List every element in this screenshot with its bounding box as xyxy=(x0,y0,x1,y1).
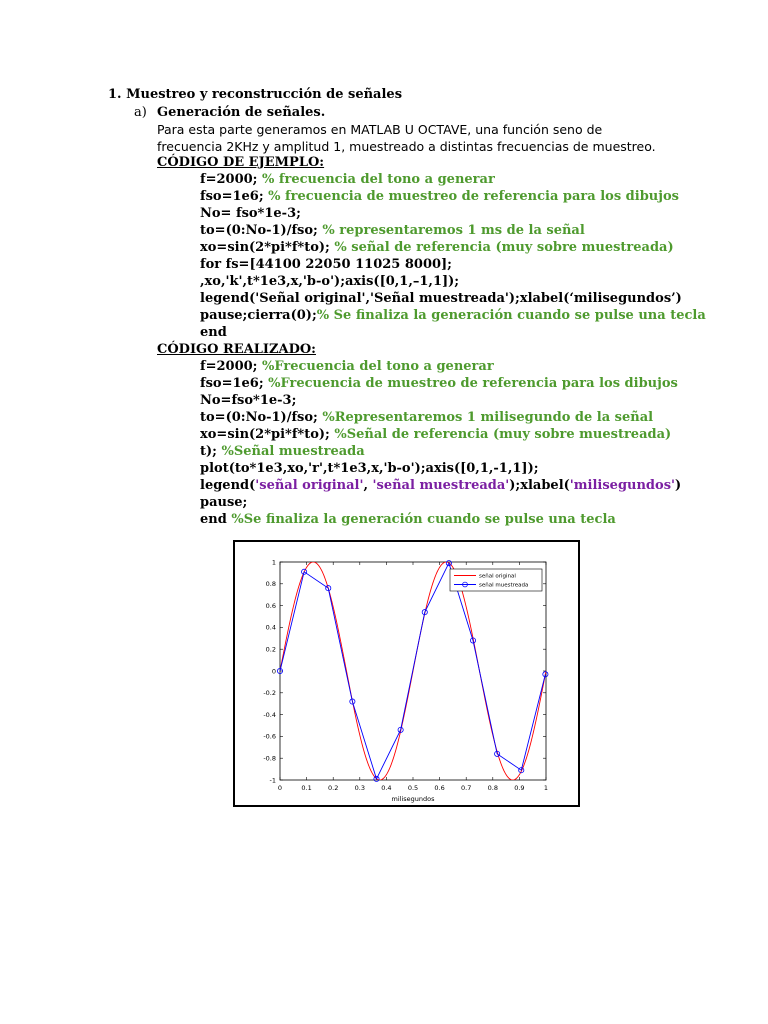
code-string: 'señal muestreada' xyxy=(372,478,510,493)
subsection-marker: a) xyxy=(134,105,147,120)
figure-frame xyxy=(233,540,580,807)
code-line: No= fso*1e-3; xyxy=(200,206,301,221)
code-line: ,xo,'k',t*1e3,x,'b-o');axis([0,1,–1,1]); xyxy=(200,274,460,289)
code-comment: %Señal de referencia (muy sobre muestreada) xyxy=(334,427,672,442)
x-tick-label: 0.5 xyxy=(407,784,419,792)
y-tick-label: 0.2 xyxy=(265,645,276,654)
y-tick-label: 0.4 xyxy=(265,623,276,632)
x-tick-label: 0.8 xyxy=(487,784,498,792)
code-line: for fs=[44100 22050 11025 8000]; xyxy=(200,257,452,272)
series-sampled-line xyxy=(280,563,545,779)
sine-plot xyxy=(235,542,578,805)
x-tick-label: 0.2 xyxy=(328,784,339,792)
code-comment: % Se finaliza la generación cuando se pulse una tecla xyxy=(316,308,706,323)
y-tick-label: -1 xyxy=(269,776,276,785)
code-line: f=2000; %Frecuencia del tono a generar xyxy=(200,359,494,374)
code-line: plot(to*1e3,xo,'r',t*1e3,x,'b-o');axis([0,1,-1,1]); xyxy=(200,461,539,476)
code-line: No=fso*1e-3; xyxy=(200,393,297,408)
x-tick-label: 0.7 xyxy=(461,784,472,792)
realized-heading: CÓDIGO REALIZADO: xyxy=(157,342,316,357)
example-heading: CÓDIGO DE EJEMPLO: xyxy=(157,155,325,170)
y-tick-label: 0.8 xyxy=(265,580,276,589)
code-line: pause; xyxy=(200,495,248,510)
code-comment: %Representaremos 1 milisegundo de la señal xyxy=(322,410,654,425)
code-line: pause;cierra(0);% Se finaliza la generación cuando se pulse una tecla xyxy=(200,308,706,323)
y-tick-label: 0.6 xyxy=(265,601,276,610)
code-line: legend('Señal original','Señal muestreada');xlabel(‘milisegundos’) xyxy=(200,291,682,306)
y-tick-label: -0.8 xyxy=(263,754,276,763)
y-tick-label: -0.6 xyxy=(263,732,276,741)
x-tick-label: 0.4 xyxy=(381,784,392,792)
y-tick-label: 0 xyxy=(271,667,276,676)
code-comment: %Frecuencia del tono a generar xyxy=(262,359,494,374)
y-tick-label: -0.4 xyxy=(263,710,276,719)
intro-line: frecuencia 2KHz y amplitud 1, muestreado a distintas frecuencias de muestreo. xyxy=(157,139,656,154)
x-tick-label: 0.3 xyxy=(354,784,365,792)
code-line: end %Se finaliza la generación cuando se pulse una tecla xyxy=(200,512,616,527)
code-comment: % frecuencia del tono a generar xyxy=(262,172,495,187)
code-line: fso=1e6; %Frecuencia de muestreo de referencia para los dibujos xyxy=(200,376,678,391)
code-string: 'milisegundos' xyxy=(569,478,675,493)
x-tick-label: 0.1 xyxy=(301,784,312,792)
code-line: fso=1e6; % frecuencia de muestreo de referencia para los dibujos xyxy=(200,189,679,204)
code-line: f=2000; % frecuencia del tono a generar xyxy=(200,172,495,187)
code-comment: %Se finaliza la generación cuando se pulse una tecla xyxy=(231,512,616,527)
code-comment: %Frecuencia de muestreo de referencia para los dibujos xyxy=(268,376,678,391)
code-line: xo=sin(2*pi*f*to); % señal de referencia (muy sobre muestreada) xyxy=(200,240,674,255)
code-comment: %Señal muestreada xyxy=(221,444,365,459)
x-tick-label: 0.9 xyxy=(514,784,525,792)
code-string: 'señal original' xyxy=(255,478,364,493)
code-comment: % señal de referencia (muy sobre muestreada) xyxy=(334,240,674,255)
x-tick-label: 1 xyxy=(543,784,549,792)
x-axis-label: milisegundos xyxy=(391,795,435,803)
code-line: t); %Señal muestreada xyxy=(200,444,365,459)
code-line: to=(0:No-1)/fso; %Representaremos 1 milisegundo de la señal xyxy=(200,410,654,425)
code-line: to=(0:No-1)/fso; % representaremos 1 ms de la señal xyxy=(200,223,585,238)
code-comment: % representaremos 1 ms de la señal xyxy=(322,223,585,238)
legend-label-original: señal original xyxy=(479,573,516,580)
section-title: 1. Muestreo y reconstrucción de señales xyxy=(108,87,403,102)
code-line: legend('señal original', 'señal muestreada');xlabel('milisegundos') xyxy=(200,478,682,493)
x-tick-label: 0.6 xyxy=(434,784,445,792)
intro-line: Para esta parte generamos en MATLAB U OCTAVE, una función seno de xyxy=(157,122,603,137)
y-tick-label: -0.2 xyxy=(263,689,276,698)
legend-label-sampled: señal muestreada xyxy=(479,582,529,589)
code-comment: % frecuencia de muestreo de referencia para los dibujos xyxy=(268,189,679,204)
code-line: xo=sin(2*pi*f*to); %Señal de referencia (muy sobre muestreada) xyxy=(200,427,672,442)
subsection-title: Generación de señales. xyxy=(157,105,326,120)
y-tick-label: 1 xyxy=(271,558,276,567)
x-tick-label: 0 xyxy=(277,784,283,792)
code-line: end xyxy=(200,325,227,340)
